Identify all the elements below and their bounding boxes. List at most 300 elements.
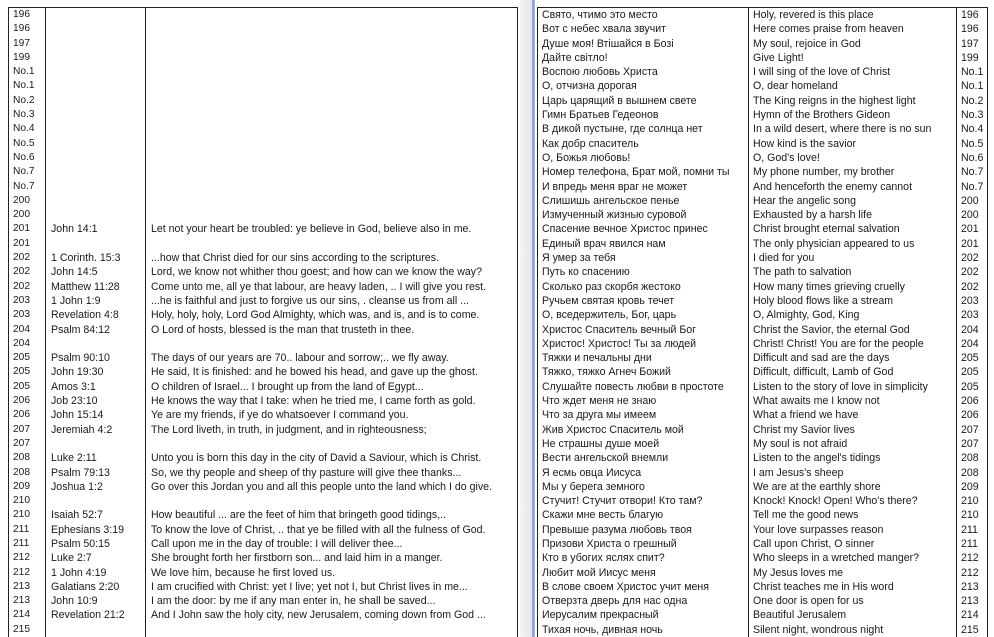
- russian-title-cell[interactable]: Что ждет меня не знаю: [538, 394, 749, 408]
- verse-text-cell[interactable]: [146, 337, 518, 351]
- verse-text-cell[interactable]: [146, 22, 518, 36]
- scripture-reference-cell[interactable]: [46, 8, 146, 23]
- hymn-row: [538, 151, 988, 165]
- scripture-reference-cell[interactable]: 1 John 1:9: [46, 294, 146, 308]
- hymn-number-cell[interactable]: No.4: [9, 122, 46, 136]
- scripture-row: [9, 294, 518, 308]
- russian-title-cell[interactable]: Слушайте повесть любви в простоте: [538, 380, 749, 394]
- hymn-row: [538, 608, 988, 622]
- hymn-number-cell[interactable]: 199: [957, 51, 988, 65]
- hymn-number-cell[interactable]: 203: [957, 308, 988, 322]
- verse-text-cell[interactable]: [146, 37, 518, 51]
- verse-text-cell[interactable]: [146, 237, 518, 251]
- scripture-row: [9, 537, 518, 551]
- verse-text-cell[interactable]: [146, 108, 518, 122]
- verse-text-cell[interactable]: Holy, holy, holy, Lord God Almighty, which was, and is, and is to come.: [146, 308, 518, 322]
- hymn-number-cell[interactable]: 206: [957, 394, 988, 408]
- hymn-number-cell[interactable]: 211: [957, 537, 988, 551]
- scripture-row: [9, 222, 518, 236]
- english-title-cell[interactable]: Your love surpasses reason: [749, 523, 957, 537]
- verse-text-cell[interactable]: Let not your heart be troubled: ye believe in God, believe also in me.: [146, 222, 518, 236]
- russian-title-cell[interactable]: О, отчизна дорогая: [538, 79, 749, 93]
- verse-text-cell[interactable]: [146, 8, 518, 23]
- scripture-reference-cell[interactable]: Luke 2:11: [46, 451, 146, 465]
- scripture-reference-cell[interactable]: [46, 22, 146, 36]
- hymn-number-cell[interactable]: 202: [957, 280, 988, 294]
- hymn-number-cell[interactable]: No.5: [957, 137, 988, 151]
- hymn-number-cell[interactable]: No.6: [957, 151, 988, 165]
- english-title-cell[interactable]: I am Jesus's sheep: [749, 466, 957, 480]
- hymn-number-cell[interactable]: 203: [9, 294, 46, 308]
- scripture-reference-cell[interactable]: [46, 122, 146, 136]
- hymn-number-cell[interactable]: 208: [9, 451, 46, 465]
- scripture-row: [9, 137, 518, 151]
- hymn-number-cell[interactable]: 210: [9, 508, 46, 522]
- scripture-reference-cell[interactable]: Isaiah 52:7: [46, 508, 146, 522]
- english-title-cell[interactable]: Christ teaches me in His word: [749, 580, 957, 594]
- hymn-number-cell[interactable]: 210: [957, 508, 988, 522]
- hymn-number-cell[interactable]: No.2: [957, 94, 988, 108]
- verse-text-cell[interactable]: [146, 122, 518, 136]
- scripture-reference-cell[interactable]: John 10:9: [46, 594, 146, 608]
- hymn-number-cell[interactable]: 209: [957, 480, 988, 494]
- scripture-row: [9, 308, 518, 322]
- russian-title-cell[interactable]: Тяжко, тяжко Агнеч Божий: [538, 365, 749, 379]
- russian-title-cell[interactable]: Душе моя! Втішайся в Бозі: [538, 37, 749, 51]
- english-title-cell[interactable]: How many times grieving cruelly: [749, 280, 957, 294]
- hymn-number-cell[interactable]: 200: [957, 194, 988, 208]
- scripture-reference-cell[interactable]: John 14:1: [46, 222, 146, 236]
- scripture-reference-cell[interactable]: Jeremiah 4:2: [46, 423, 146, 437]
- verse-text-cell[interactable]: How beautiful ... are the feet of him that bringeth good tidings,..: [146, 508, 518, 522]
- verse-text-cell[interactable]: [146, 180, 518, 194]
- english-title-cell[interactable]: The path to salvation: [749, 265, 957, 279]
- hymn-number-cell[interactable]: 199: [9, 51, 46, 65]
- hymn-number-cell[interactable]: No.2: [9, 94, 46, 108]
- hymn-number-cell[interactable]: 197: [9, 37, 46, 51]
- russian-title-cell[interactable]: Любит мой Иисус меня: [538, 566, 749, 580]
- scripture-reference-cell[interactable]: [46, 137, 146, 151]
- english-title-cell[interactable]: Silent night, wondrous night: [749, 623, 957, 637]
- scripture-reference-cell[interactable]: Psalm 84:12: [46, 323, 146, 337]
- hymn-number-cell[interactable]: 213: [9, 594, 46, 608]
- verse-text-cell[interactable]: To know the love of Christ, .. that ye be filled with all the fulness of God.: [146, 523, 518, 537]
- english-title-cell[interactable]: And henceforth the enemy cannot: [749, 180, 957, 194]
- hymn-row: [538, 65, 988, 79]
- scripture-row: [9, 623, 518, 637]
- verse-text-cell[interactable]: The Lord liveth, in truth, in judgment, and in righteousness;: [146, 423, 518, 437]
- scripture-reference-cell[interactable]: Psalm 50:15: [46, 537, 146, 551]
- hymn-number-cell[interactable]: 212: [957, 551, 988, 565]
- english-title-cell[interactable]: My soul is not afraid: [749, 437, 957, 451]
- verse-text-cell[interactable]: [146, 151, 518, 165]
- russian-title-cell[interactable]: Иерусалим прекрасный: [538, 608, 749, 622]
- english-title-cell[interactable]: The King reigns in the highest light: [749, 94, 957, 108]
- english-title-cell[interactable]: Difficult, difficult, Lamb of God: [749, 365, 957, 379]
- scripture-row: [9, 8, 518, 23]
- english-title-cell[interactable]: O, Almighty, God, King: [749, 308, 957, 322]
- scripture-row: [9, 408, 518, 422]
- scripture-reference-cell[interactable]: John 19:30: [46, 365, 146, 379]
- russian-title-cell[interactable]: Превыше разума любовь твоя: [538, 523, 749, 537]
- scripture-row: [9, 194, 518, 208]
- hymn-number-cell[interactable]: No.3: [957, 108, 988, 122]
- english-title-cell[interactable]: Listen to the angel's tidings: [749, 451, 957, 465]
- russian-title-cell[interactable]: Христос! Христос! Ты за людей: [538, 337, 749, 351]
- english-title-cell[interactable]: Here comes praise from heaven: [749, 22, 957, 36]
- hymn-number-cell[interactable]: No.1: [9, 79, 46, 93]
- hymn-number-cell[interactable]: No.5: [9, 137, 46, 151]
- hymn-number-cell[interactable]: 200: [9, 208, 46, 222]
- english-title-cell[interactable]: Listen to the story of love in simplicity: [749, 380, 957, 394]
- scripture-row: [9, 365, 518, 379]
- scripture-row: [9, 51, 518, 65]
- scripture-reference-cell[interactable]: Psalm 79:13: [46, 466, 146, 480]
- hymn-number-cell[interactable]: 200: [957, 208, 988, 222]
- scripture-reference-cell[interactable]: 1 Corinth. 15:3: [46, 251, 146, 265]
- hymn-row: [538, 494, 988, 508]
- russian-title-cell[interactable]: Тяжки и печальны дни: [538, 351, 749, 365]
- english-title-cell[interactable]: O, dear homeland: [749, 79, 957, 93]
- verse-text-cell[interactable]: Ye are my friends, if ye do whatsoever I command you.: [146, 408, 518, 422]
- hymn-number-cell[interactable]: No.7: [957, 165, 988, 179]
- hymn-number-cell[interactable]: 215: [9, 623, 46, 637]
- hymn-number-cell[interactable]: 202: [9, 280, 46, 294]
- verse-text-cell[interactable]: O Lord of hosts, blessed is the man that trusteth in thee.: [146, 323, 518, 337]
- russian-title-cell[interactable]: Царь царящий в вышнем свете: [538, 94, 749, 108]
- scripture-reference-cell[interactable]: [46, 79, 146, 93]
- verse-text-cell[interactable]: And I John saw the holy city, new Jerusalem, coming down from God ...: [146, 608, 518, 622]
- russian-title-cell[interactable]: Скажи мне весть благую: [538, 508, 749, 522]
- russian-title-cell[interactable]: Как добр спаситель: [538, 137, 749, 151]
- russian-title-cell[interactable]: Спасение вечное Христос принес: [538, 222, 749, 236]
- verse-text-cell[interactable]: He said, It is finished: and he bowed his head, and gave up the ghost.: [146, 365, 518, 379]
- hymn-number-cell[interactable]: No.4: [957, 122, 988, 136]
- english-title-cell[interactable]: We are at the earthly shore: [749, 480, 957, 494]
- scripture-reference-cell[interactable]: [46, 108, 146, 122]
- hymn-number-cell[interactable]: 204: [9, 323, 46, 337]
- russian-title-cell[interactable]: Гимн Братьев Гедеонов: [538, 108, 749, 122]
- scripture-reference-cell[interactable]: John 15:14: [46, 408, 146, 422]
- hymn-number-cell[interactable]: No.1: [957, 65, 988, 79]
- english-title-cell[interactable]: Christ the Savior, the eternal God: [749, 323, 957, 337]
- hymn-number-cell[interactable]: No.1: [957, 79, 988, 93]
- hymn-number-cell[interactable]: No.6: [9, 151, 46, 165]
- hymn-number-cell[interactable]: 200: [9, 194, 46, 208]
- scripture-row: [9, 394, 518, 408]
- hymn-number-cell[interactable]: 197: [957, 37, 988, 51]
- russian-title-cell[interactable]: Измученный жизнью суровой: [538, 208, 749, 222]
- right-page: [535, 0, 994, 637]
- english-title-cell[interactable]: Who sleeps in a wretched manger?: [749, 551, 957, 565]
- scripture-reference-cell[interactable]: Amos 3:1: [46, 380, 146, 394]
- verse-text-cell[interactable]: ...how that Christ died for our sins according to the scriptures.: [146, 251, 518, 265]
- hymn-number-cell[interactable]: 205: [9, 380, 46, 394]
- hymn-number-cell[interactable]: 213: [9, 580, 46, 594]
- verse-text-cell[interactable]: I am crucified with Christ: yet I live; yet not I, but Christ lives in me...: [146, 580, 518, 594]
- english-title-cell[interactable]: The only physician appeared to us: [749, 237, 957, 251]
- english-title-cell[interactable]: Hear the angelic song: [749, 194, 957, 208]
- hymn-number-cell[interactable]: 201: [9, 237, 46, 251]
- hymn-number-cell[interactable]: 205: [957, 380, 988, 394]
- hymn-number-cell[interactable]: 208: [957, 466, 988, 480]
- verse-text-cell[interactable]: [146, 194, 518, 208]
- verse-text-cell[interactable]: Call upon me in the day of trouble: I will deliver thee...: [146, 537, 518, 551]
- hymn-number-cell[interactable]: 210: [9, 494, 46, 508]
- hymn-number-cell[interactable]: 211: [9, 523, 46, 537]
- verse-text-cell[interactable]: ...he is faithful and just to forgive us our sins, . cleanse us from all ...: [146, 294, 518, 308]
- english-title-cell[interactable]: Difficult and sad are the days: [749, 351, 957, 365]
- scripture-reference-cell[interactable]: [46, 37, 146, 51]
- hymn-number-cell[interactable]: 204: [957, 337, 988, 351]
- russian-title-cell[interactable]: Путь ко спасению: [538, 265, 749, 279]
- hymn-number-cell[interactable]: 214: [9, 608, 46, 622]
- scripture-reference-cell[interactable]: [46, 65, 146, 79]
- hymn-number-cell[interactable]: 207: [957, 437, 988, 451]
- hymn-number-cell[interactable]: 202: [9, 251, 46, 265]
- russian-title-cell[interactable]: Единый врач явился нам: [538, 237, 749, 251]
- verse-text-cell[interactable]: [146, 623, 518, 637]
- verse-text-cell[interactable]: [146, 437, 518, 451]
- russian-title-cell[interactable]: И впредь меня враг не может: [538, 180, 749, 194]
- verse-text-cell[interactable]: O children of Israel... I brought up from the land of Egypt...: [146, 380, 518, 394]
- scripture-reference-cell[interactable]: [46, 337, 146, 351]
- russian-title-cell[interactable]: Призови Христа о грешный: [538, 537, 749, 551]
- scripture-row: [9, 351, 518, 365]
- hymn-number-cell[interactable]: No.7: [9, 180, 46, 194]
- hymn-number-cell[interactable]: 212: [9, 566, 46, 580]
- hymn-number-cell[interactable]: 204: [957, 323, 988, 337]
- hymn-row: [538, 437, 988, 451]
- hymn-number-cell[interactable]: No.1: [9, 65, 46, 79]
- scripture-row: [9, 237, 518, 251]
- russian-title-cell[interactable]: Номер телефона, Брат мой, помни ты: [538, 165, 749, 179]
- russian-title-cell[interactable]: Христос Спаситель вечный Бог: [538, 323, 749, 337]
- verse-text-cell[interactable]: [146, 79, 518, 93]
- hymn-number-cell[interactable]: 213: [957, 580, 988, 594]
- scripture-reference-cell[interactable]: Job 23:10: [46, 394, 146, 408]
- english-title-cell[interactable]: What a friend we have: [749, 408, 957, 422]
- hymn-number-cell[interactable]: 214: [957, 608, 988, 622]
- english-title-cell[interactable]: O, God's love!: [749, 151, 957, 165]
- russian-title-cell[interactable]: Не страшны душе моей: [538, 437, 749, 451]
- hymn-row: [538, 8, 988, 23]
- hymn-number-cell[interactable]: 207: [9, 423, 46, 437]
- russian-title-cell[interactable]: Дайте світло!: [538, 51, 749, 65]
- english-title-cell[interactable]: Beautiful Jerusalem: [749, 608, 957, 622]
- hymn-row: [538, 451, 988, 465]
- verse-text-cell[interactable]: [146, 65, 518, 79]
- hymn-number-cell[interactable]: 205: [9, 351, 46, 365]
- hymn-title-table: [537, 7, 988, 637]
- verse-text-cell[interactable]: I am the door: by me if any man enter in, he shall be saved...: [146, 594, 518, 608]
- english-title-cell[interactable]: How kind is the savior: [749, 137, 957, 151]
- hymn-number-cell[interactable]: 213: [957, 594, 988, 608]
- english-title-cell[interactable]: Knock! Knock! Open! Who's there?: [749, 494, 957, 508]
- hymn-number-cell[interactable]: 211: [9, 537, 46, 551]
- english-title-cell[interactable]: In a wild desert, where there is no sun: [749, 122, 957, 136]
- hymn-number-cell[interactable]: 215: [957, 623, 988, 637]
- english-title-cell[interactable]: Hymn of the Brothers Gideon: [749, 108, 957, 122]
- russian-title-cell[interactable]: Свято, чтимо это место: [538, 8, 749, 23]
- russian-title-cell[interactable]: Ручьем святая кровь течет: [538, 294, 749, 308]
- hymn-number-cell[interactable]: 203: [9, 308, 46, 322]
- russian-title-cell[interactable]: Сколько раз скорбя жестоко: [538, 280, 749, 294]
- russian-title-cell[interactable]: Стучит! Стучит отвори! Кто там?: [538, 494, 749, 508]
- english-title-cell[interactable]: Christ brought eternal salvation: [749, 222, 957, 236]
- hymn-number-cell[interactable]: 201: [957, 237, 988, 251]
- verse-text-cell[interactable]: [146, 494, 518, 508]
- hymn-number-cell[interactable]: 201: [957, 222, 988, 236]
- english-title-cell[interactable]: My Jesus loves me: [749, 566, 957, 580]
- english-title-cell[interactable]: My soul, rejoice in God: [749, 37, 957, 51]
- scripture-reference-cell[interactable]: [46, 237, 146, 251]
- verse-text-cell[interactable]: We love him, because he first loved us.: [146, 566, 518, 580]
- russian-title-cell[interactable]: Воспою любовь Христа: [538, 65, 749, 79]
- hymn-number-cell[interactable]: 202: [9, 265, 46, 279]
- hymn-number-cell[interactable]: 206: [957, 408, 988, 422]
- hymn-row: [538, 523, 988, 537]
- hymn-row: [538, 423, 988, 437]
- scripture-reference-cell[interactable]: Galatians 2:20: [46, 580, 146, 594]
- hymn-number-cell[interactable]: 196: [9, 22, 46, 36]
- scripture-reference-cell[interactable]: 1 John 4:19: [46, 566, 146, 580]
- russian-title-cell[interactable]: Я есмь овца Иисуса: [538, 466, 749, 480]
- english-title-cell[interactable]: One door is open for us: [749, 594, 957, 608]
- hymn-number-cell[interactable]: 202: [957, 251, 988, 265]
- scripture-reference-cell[interactable]: Ephesians 3:19: [46, 523, 146, 537]
- scripture-reference-cell[interactable]: [46, 51, 146, 65]
- verse-text-cell[interactable]: Go over this Jordan you and all this people unto the land which I do give.: [146, 480, 518, 494]
- hymn-row: [538, 408, 988, 422]
- scripture-reference-cell[interactable]: [46, 94, 146, 108]
- hymn-number-cell[interactable]: No.3: [9, 108, 46, 122]
- verse-text-cell[interactable]: [146, 51, 518, 65]
- russian-title-cell[interactable]: Жив Христос Спаситель мой: [538, 423, 749, 437]
- hymn-number-cell[interactable]: 205: [9, 365, 46, 379]
- scripture-reference-cell[interactable]: [46, 208, 146, 222]
- scripture-row: [9, 79, 518, 93]
- hymn-number-cell[interactable]: 204: [9, 337, 46, 351]
- hymn-number-cell[interactable]: 208: [9, 466, 46, 480]
- hymn-number-cell[interactable]: 209: [9, 480, 46, 494]
- russian-title-cell[interactable]: Вести ангельской внемли: [538, 451, 749, 465]
- hymn-number-cell[interactable]: 205: [957, 365, 988, 379]
- scripture-reference-cell[interactable]: [46, 180, 146, 194]
- english-title-cell[interactable]: Christ! Christ! You are for the people: [749, 337, 957, 351]
- scripture-reference-cell[interactable]: [46, 194, 146, 208]
- english-title-cell[interactable]: Holy blood flows like a stream: [749, 294, 957, 308]
- english-title-cell[interactable]: My phone number, my brother: [749, 165, 957, 179]
- hymn-number-cell[interactable]: 196: [9, 8, 46, 23]
- hymn-number-cell[interactable]: 210: [957, 494, 988, 508]
- hymn-row: [538, 566, 988, 580]
- hymn-number-cell[interactable]: 205: [957, 351, 988, 365]
- scripture-reference-cell[interactable]: [46, 494, 146, 508]
- english-title-cell[interactable]: Give Light!: [749, 51, 957, 65]
- russian-title-cell[interactable]: Вот с небес хвала звучит: [538, 22, 749, 36]
- hymn-number-cell[interactable]: 212: [9, 551, 46, 565]
- russian-title-cell[interactable]: В дикой пустыне, где солнца нет: [538, 122, 749, 136]
- scripture-row: [9, 480, 518, 494]
- scripture-reference-cell[interactable]: [46, 623, 146, 637]
- hymn-number-cell[interactable]: No.7: [957, 180, 988, 194]
- hymn-row: [538, 280, 988, 294]
- hymn-row: [538, 508, 988, 522]
- english-title-cell[interactable]: What awaits me I know not: [749, 394, 957, 408]
- scripture-reference-cell[interactable]: [46, 151, 146, 165]
- verse-text-cell[interactable]: Lord, we know not whither thou goest; and how can we know the way?: [146, 265, 518, 279]
- scripture-reference-cell[interactable]: John 14:5: [46, 265, 146, 279]
- hymn-number-cell[interactable]: 196: [957, 8, 988, 23]
- english-title-cell[interactable]: Holy, revered is this place: [749, 8, 957, 23]
- english-title-cell[interactable]: I died for you: [749, 251, 957, 265]
- english-title-cell[interactable]: Call upon Christ, O sinner: [749, 537, 957, 551]
- scripture-reference-cell[interactable]: Psalm 90:10: [46, 351, 146, 365]
- russian-title-cell[interactable]: Отверзта дверь для нас одна: [538, 594, 749, 608]
- hymn-number-cell[interactable]: 203: [957, 294, 988, 308]
- verse-text-cell[interactable]: Unto you is born this day in the city of David a Saviour, which is Christ.: [146, 451, 518, 465]
- hymn-number-cell[interactable]: 201: [9, 222, 46, 236]
- scripture-reference-cell[interactable]: [46, 165, 146, 179]
- verse-text-cell[interactable]: He knows the way that I take: when he tried me, I came forth as gold.: [146, 394, 518, 408]
- scripture-reference-cell[interactable]: [46, 437, 146, 451]
- hymn-number-cell[interactable]: 207: [957, 423, 988, 437]
- scripture-reference-cell[interactable]: Joshua 1:2: [46, 480, 146, 494]
- russian-title-cell[interactable]: Мы у берега земного: [538, 480, 749, 494]
- russian-title-cell[interactable]: Что за друга мы имеем: [538, 408, 749, 422]
- hymn-number-cell[interactable]: 196: [957, 22, 988, 36]
- english-title-cell[interactable]: Tell me the good news: [749, 508, 957, 522]
- hymn-number-cell[interactable]: 207: [9, 437, 46, 451]
- russian-title-cell[interactable]: О, Божья любовь!: [538, 151, 749, 165]
- hymn-number-cell[interactable]: 206: [9, 394, 46, 408]
- scripture-reference-cell[interactable]: Revelation 4:8: [46, 308, 146, 322]
- hymn-row: [538, 180, 988, 194]
- russian-title-cell[interactable]: Слишишь ангельское пенье: [538, 194, 749, 208]
- hymn-row: [538, 137, 988, 151]
- hymn-number-cell[interactable]: No.7: [9, 165, 46, 179]
- hymn-number-cell[interactable]: 202: [957, 265, 988, 279]
- verse-text-cell[interactable]: [146, 94, 518, 108]
- scripture-reference-cell[interactable]: Matthew 11:28: [46, 280, 146, 294]
- scripture-reference-cell[interactable]: Revelation 21:2: [46, 608, 146, 622]
- scripture-row: [9, 94, 518, 108]
- hymn-row: [538, 623, 988, 637]
- english-title-cell[interactable]: Christ my Savior lives: [749, 423, 957, 437]
- hymn-number-cell[interactable]: 212: [957, 566, 988, 580]
- verse-text-cell[interactable]: Come unto me, all ye that labour, are heavy laden, .. I will give you rest.: [146, 280, 518, 294]
- english-title-cell[interactable]: I will sing of the love of Christ: [749, 65, 957, 79]
- russian-title-cell[interactable]: О, вседержитель, Бог, царь: [538, 308, 749, 322]
- verse-text-cell[interactable]: She brought forth her firstborn son... and laid him in a manger.: [146, 551, 518, 565]
- verse-text-cell[interactable]: [146, 137, 518, 151]
- verse-text-cell[interactable]: [146, 165, 518, 179]
- russian-title-cell[interactable]: Я умер за тебя: [538, 251, 749, 265]
- verse-text-cell[interactable]: The days of our years are 70.. labour and sorrow;.. we fly away.: [146, 351, 518, 365]
- hymn-number-cell[interactable]: 211: [957, 523, 988, 537]
- scripture-reference-cell[interactable]: Luke 2:7: [46, 551, 146, 565]
- russian-title-cell[interactable]: Тихая ночь, дивная ночь: [538, 623, 749, 637]
- russian-title-cell[interactable]: В слове своем Христос учит меня: [538, 580, 749, 594]
- verse-text-cell[interactable]: [146, 208, 518, 222]
- scripture-row: [9, 108, 518, 122]
- hymn-number-cell[interactable]: 206: [9, 408, 46, 422]
- english-title-cell[interactable]: Exhausted by a harsh life: [749, 208, 957, 222]
- hymn-number-cell[interactable]: 208: [957, 451, 988, 465]
- verse-text-cell[interactable]: So, we thy people and sheep of thy pasture will give thee thanks...: [146, 466, 518, 480]
- russian-title-cell[interactable]: Кто в убогих яслях спит?: [538, 551, 749, 565]
